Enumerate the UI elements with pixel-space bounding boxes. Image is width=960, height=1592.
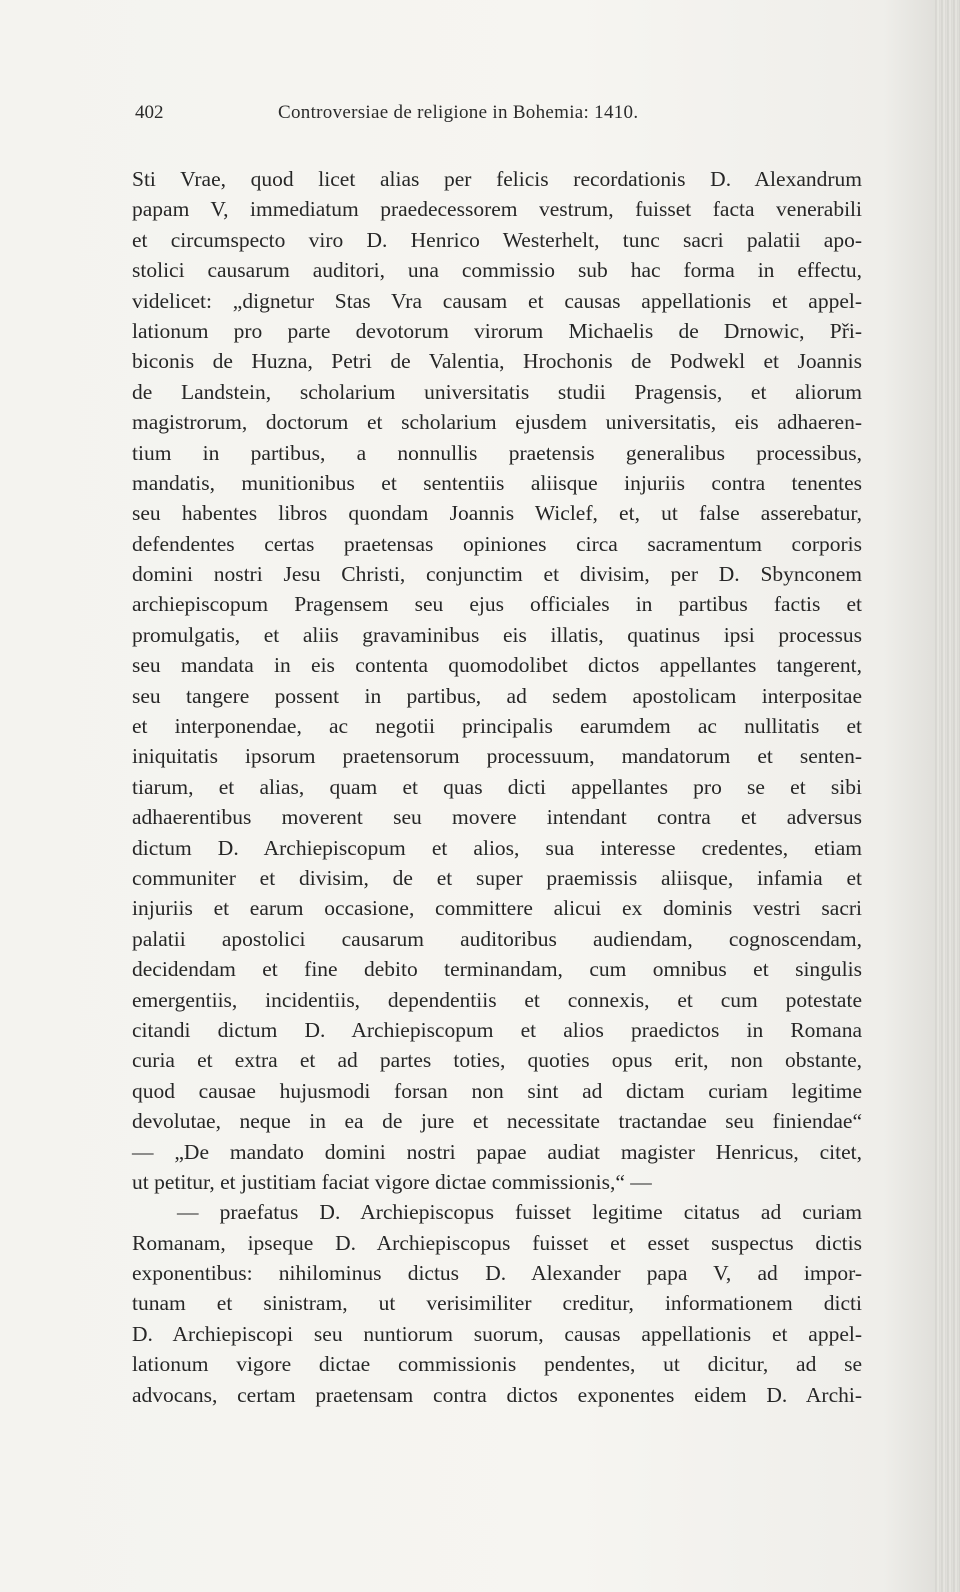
text-line: devolutae, neque in ea de jure et necessitate tractandae seu finiendae“	[132, 1109, 862, 1134]
text-line: et interponendae, ac negotii principalis earumdem ac nullitatis et	[132, 714, 862, 739]
text-line: iniquitatis ipsorum praetensorum processuum, mandatorum et senten-	[132, 744, 862, 769]
text-line: — „De mandato domini nostri papae audiat magister Henricus, citet,	[132, 1139, 862, 1164]
text-line: D. Archiepiscopi seu nuntiorum suorum, causas appellationis et appel-	[132, 1321, 862, 1346]
text-line: defendentes certas praetensas opiniones circa sacramentum corporis	[132, 531, 862, 556]
text-line: promulgatis, et aliis gravaminibus eis illatis, quatinus ipsi processus	[132, 622, 862, 647]
text-line: quod causae hujusmodi forsan non sint ad dictam curiam legitime	[132, 1078, 862, 1103]
text-line: Sti Vrae, quod licet alias per felicis recordationis D. Alexandrum	[132, 167, 862, 191]
text-line: seu habentes libros quondam Joannis Wiclef, et, ut false asserebatur,	[132, 501, 862, 526]
text-line: lationum pro parte devotorum virorum Michaelis de Drnowic, Při-	[132, 318, 862, 343]
text-line: biconis de Huzna, Petri de Valentia, Hrochonis de Podwekl et Joannis	[132, 349, 862, 374]
text-line: et circumspecto viro D. Henrico Westerhelt, tunc sacri palatii apo-	[132, 227, 862, 252]
text-line: domini nostri Jesu Christi, conjunctim et divisim, per D. Sbynconem	[132, 562, 862, 587]
text-line: papam V, immediatum praedecessorem vestrum, fuisset facta venerabili	[132, 197, 862, 222]
text-line: curia et extra et ad partes toties, quoties opus erit, non obstante,	[132, 1048, 862, 1073]
text-line: adhaerentibus moverent seu movere intendant contra et adversus	[132, 805, 862, 830]
text-line: mandatis, munitionibus et sententiis aliisque injuriis contra tenentes	[132, 470, 862, 495]
running-head	[0, 102, 960, 132]
text-line: archiepiscopum Pragensem seu ejus officiales in partibus factis et	[132, 592, 862, 617]
text-line: citandi dictum D. Archiepiscopum et alios praedictos in Romana	[132, 1017, 862, 1042]
text-line: tunam et sinistram, ut verisimiliter creditur, informationem dicti	[132, 1291, 862, 1316]
text-line: seu tangere possent in partibus, ad sedem apostolicam interpositae	[132, 683, 862, 708]
text-line: communiter et divisim, de et super praemissis aliisque, infamia et	[132, 865, 862, 890]
text-line: emergentiis, incidentiis, dependentiis et connexis, et cum potestate	[132, 987, 862, 1012]
running-title: Controversiae de religione in Bohemia: 1410.	[278, 102, 639, 123]
text-line: seu mandata in eis contenta quomodolibet dictos appellantes tangerent,	[132, 653, 862, 678]
text-line: palatii apostolici causarum auditoribus audiendam, cognoscendam,	[132, 926, 862, 951]
text-line: Romanam, ipseque D. Archiepiscopus fuisset et esset suspectus dictis	[132, 1230, 862, 1255]
text-line: lationum vigore dictae commissionis pendentes, ut dicitur, ad se	[132, 1352, 862, 1377]
text-line: — praefatus D. Archiepiscopus fuisset legitime citatus ad curiam	[177, 1200, 862, 1225]
text-line: advocans, certam praetensam contra dictos exponentes eidem D. Archi-	[132, 1382, 862, 1407]
text-line: stolici causarum auditori, una commissio sub hac forma in effectu,	[132, 258, 862, 283]
page-edge	[934, 0, 960, 1592]
body-text	[132, 164, 862, 1410]
text-line: videlicet: „dignetur Stas Vra causam et causas appellationis et appel-	[132, 288, 862, 313]
text-line: de Landstein, scholarium universitatis studii Pragensis, et aliorum	[132, 379, 862, 404]
text-line: injuriis et earum occasione, committere alicui ex dominis vestri sacri	[132, 896, 862, 921]
text-line: tium in partibus, a nonnullis praetensis generalibus processibus,	[132, 440, 862, 465]
text-line: dictum D. Archiepiscopum et alios, sua interesse credentes, etiam	[132, 835, 862, 860]
text-line: exponentibus: nihilominus dictus D. Alexander papa V, ad impor-	[132, 1261, 862, 1286]
text-line: tiarum, et alias, quam et quas dicti appellantes pro se et sibi	[132, 774, 862, 799]
text-line: ut petitur, et justitiam faciat vigore dictae commissionis,“ —	[132, 1169, 652, 1194]
text-line: decidendam et fine debito terminandam, cum omnibus et singulis	[132, 957, 862, 982]
page-number: 402	[135, 102, 164, 123]
text-line: magistrorum, doctorum et scholarium ejusdem universitatis, eis adhaeren-	[132, 410, 862, 435]
